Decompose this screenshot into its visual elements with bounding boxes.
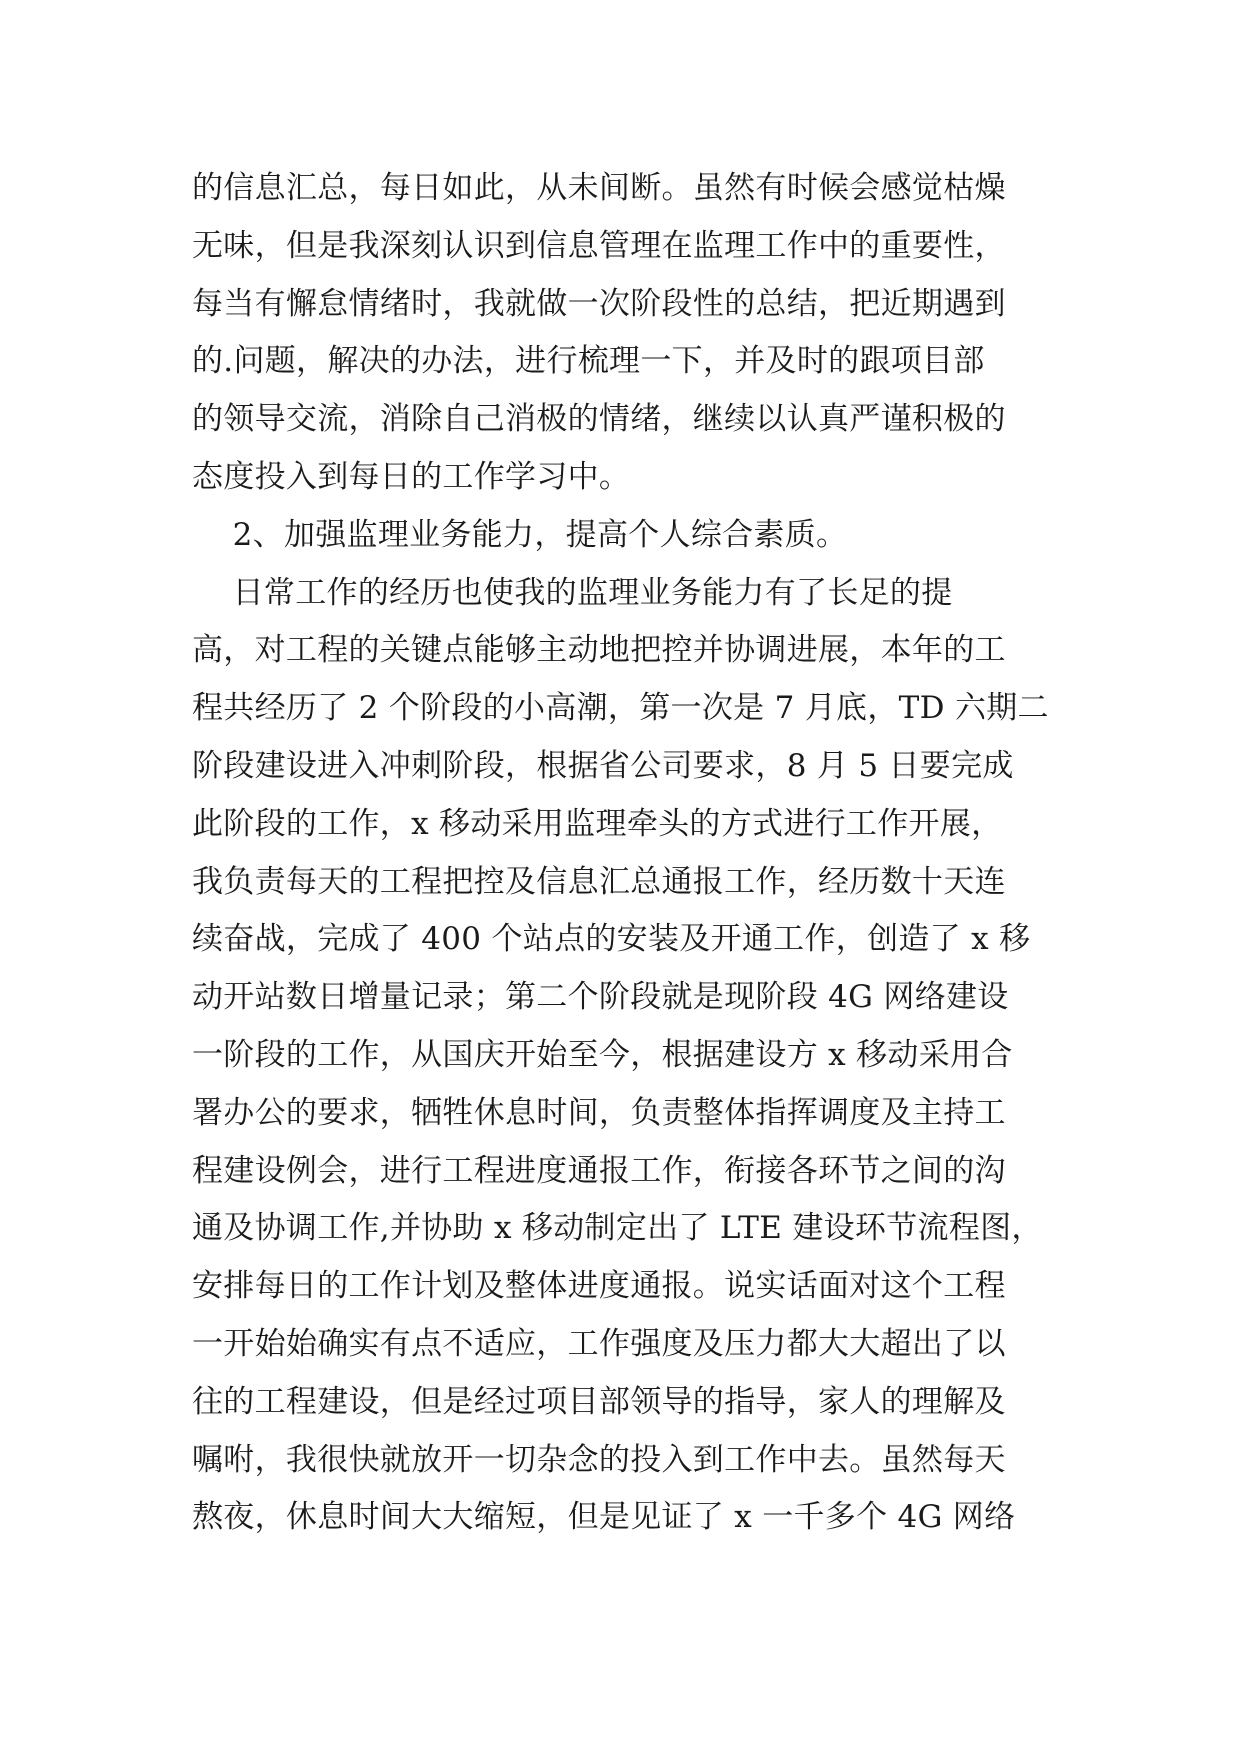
text-line: 无味，但是我深刻认识到信息管理在监理工作中的重要性，	[192, 227, 1006, 264]
text-line: 高，对工程的关键点能够主动地把控并协调进展，本年的工	[192, 632, 1006, 669]
text-line: 日常工作的经历也使我的监理业务能力有了长足的提	[192, 574, 953, 611]
text-line: 动开站数日增量记录；第二个阶段就是现阶段 4G 网络建设	[192, 979, 1009, 1016]
text-line: 往的工程建设，但是经过项目部领导的指导，家人的理解及	[192, 1383, 1006, 1420]
section-heading: 2、加强监理业务能力，提高个人综合素质。	[192, 516, 848, 553]
text-line: 嘱咐，我很快就放开一切杂念的投入到工作中去。虽然每天	[192, 1441, 1006, 1478]
text-line: 一开始始确实有点不适应，工作强度及压力都大大超出了以	[192, 1325, 1006, 1362]
text-line: 态度投入到每日的工作学习中。	[192, 458, 631, 495]
text-line: 署办公的要求，牺牲休息时间，负责整体指挥调度及主持工	[192, 1094, 1006, 1131]
text-line: 的.问题，解决的办法，进行梳理一下，并及时的跟项目部	[192, 343, 985, 380]
text-line: 熬夜，休息时间大大缩短，但是见证了 x 一千多个 4G 网络	[192, 1499, 1016, 1536]
text-line: 我负责每天的工程把控及信息汇总通报工作，经历数十天连	[192, 863, 1006, 900]
text-line: 的信息汇总，每日如此，从未间断。虽然有时候会感觉枯燥	[192, 170, 1006, 206]
text-line: 安排每日的工作计划及整体进度通报。说实话面对这个工程	[192, 1268, 1006, 1305]
text-line: 程建设例会，进行工程进度通报工作，衔接各环节之间的沟	[192, 1152, 1006, 1189]
text-line: 的领导交流，消除自己消极的情绪，继续以认真严谨积极的	[192, 401, 1006, 438]
text-line: 此阶段的工作，x 移动采用监理牵头的方式进行工作开展，	[192, 805, 1003, 842]
text-line: 通及协调工作,并协助 x 移动制定出了 LTE 建设环节流程图，	[192, 1210, 1043, 1247]
text-line: 每当有懈怠情绪时，我就做一次阶段性的总结，把近期遇到	[192, 285, 1006, 322]
text-line: 续奋战，完成了 400 个站点的安装及开通工作，创造了 x 移	[192, 921, 1031, 958]
text-line: 程共经历了 2 个阶段的小高潮，第一次是 7 月底，TD 六期二	[192, 690, 1049, 727]
document-body	[192, 160, 1072, 1547]
text-line: 一阶段的工作，从国庆开始至今，根据建设方 x 移动采用合	[192, 1036, 1013, 1073]
text-line: 阶段建设进入冲刺阶段，根据省公司要求，8 月 5 日要完成	[192, 747, 1014, 784]
